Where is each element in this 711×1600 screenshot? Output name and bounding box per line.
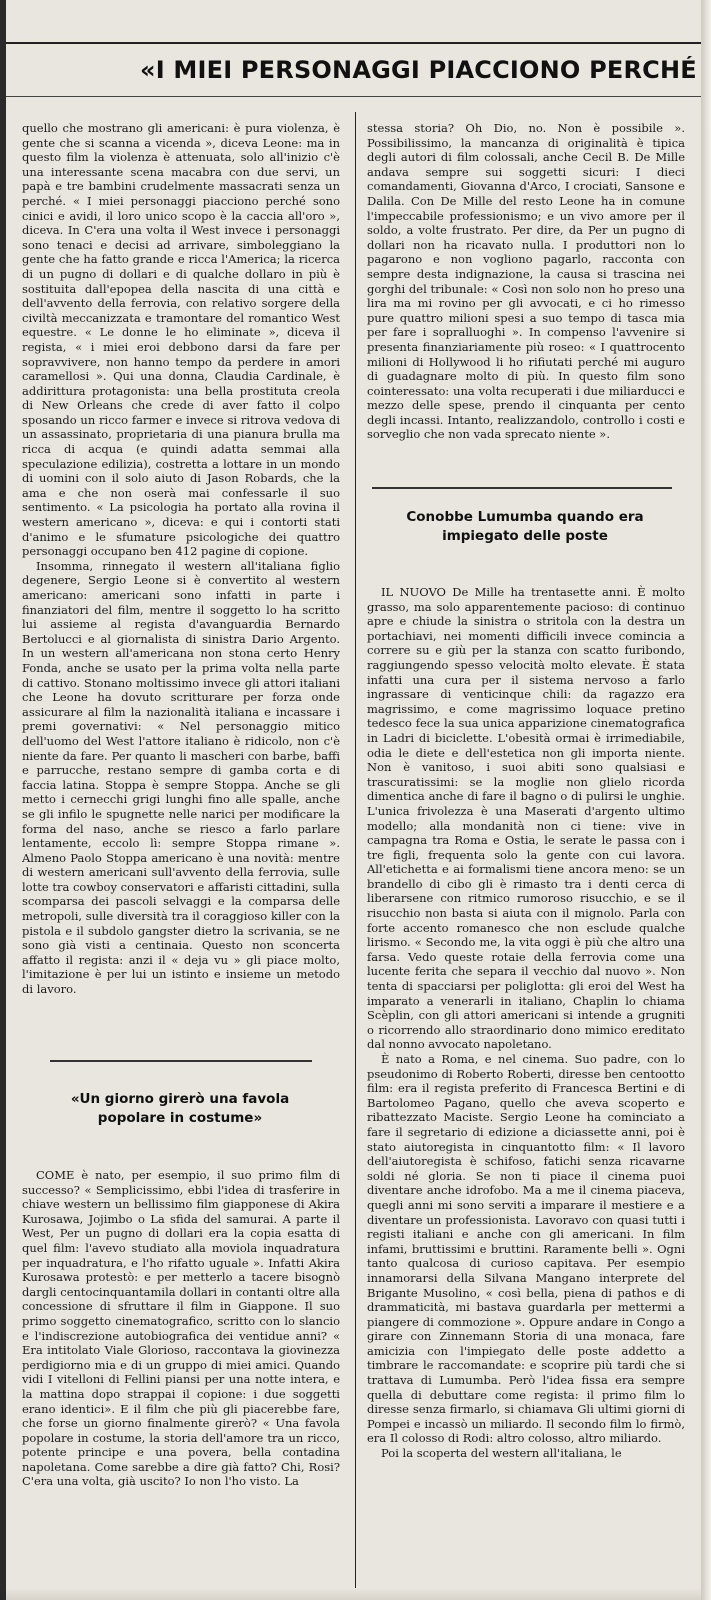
left-lower-paragraph: COME è nato, per esempio, il suo primo film di successo? « Semplicissimo, ebbi l'idea di trasferire in chiave western un bellissimo film giapponese di Akira Kurosawa, Jojimbo o La sfida del samurai. A parte il West, Per un pugno di dollari era la copia esatta di quel film: l'avevo studiato alla moviola inquadratura per inquadratura, e l'ho rifatto uguale ». Infatti Akira Kurosawa protestò: e per metterlo a tacere bisognò dargli centocinquantamila dollari in contanti oltre alla concessione di sfruttare il film in Giappone. Il suo primo soggetto cinematografico, scritto con lo slancio e l'indiscrezione autobiografica dei ventidue anni? « Era intitolato Viale Glorioso, raccontava la giovinezza perdigiorno mia e di un gruppo di miei amici. Quando vidi I vitelloni di Fellini piansi per una notte intera, e la mattina dopo strappai il copione: i due soggetti erano identici». E il film che più gli piacerebbe fare, che forse un giorno finalmente girerò? « Una favola popolare in costume, la storia dell'amore tra un ricco, potente principe e una povera, bella contadina napoletana. Come sarebbe a dire già fatto? Chi, Rosi? C'era una volta, già uscito? Io non l'ho visto. La (22, 1168, 340, 1489)
right-lower-paragraph-1: IL NUOVO De Mille ha trentasette anni. È molto grasso, ma solo apparentemente pacioso: di continuo apre e chiude la sinistra o stritola con la destra un portachiavi, nei momenti difficili invece comincia a correre su e giù per la stanza con scatto furibondo, raggiungendo spesso velocità molto elevate. È stata infatti una cura per il sistema nervoso a farlo ingrassare di venticinque chili: da ragazzo era magrissimo, e come magrissimo loquace pretino tedesco fece la sua unica apparizione cinematografica in Ladri di biciclette. L'obesità ormai è irrimediabile, odia le diete e dell'estetica non gli importa niente. Non è vanitoso, i suoi abiti sono qualsiasi e trascuratissimi: se la moglie non glielo ricorda dimentica anche di fare il bagno o di pulirsi le unghie. L'unica frivolezza è una Maserati d'argento ultimo modello; alla mondanità non ci tiene: vive in campagna tra Roma e Ostia, le serate le passa con i tre figli, frequenta solo la gente con cui lavora. All'etichetta e ai formalismi tiene ancora meno: se un brandello di cibo gli è rimasto tra i denti cerca di liberarsene con ritmico rumoroso risucchio, e se il risucchio non basta si aiuta con il mignolo. Parla con forte accento romanesco che non esclude qualche lirismo. « Secondo me, la vita oggi è più che altro una farsa. Vedo queste rotaie della ferrovia come una lucente ferita che separa il vecchio dal nuovo ». Non tenta di spacciarsi per poliglotta: gli eroi del West ha imparato a venerarli in italiano, Chaplin lo chiama Scèplin, con gli attori americani si intende a grugniti o ricorrendo allo straordinario dono mimico ereditato dal nonno avvocato napoletano. (367, 585, 685, 1052)
subhead-favola: «Un giorno girerò una favola popolare in costume» (70, 1091, 290, 1126)
scan-bottom-edge (6, 1588, 701, 1600)
right-separator (372, 487, 672, 489)
right-lower-paragraph-2: È nato a Roma, e nel cinema. Suo padre, con lo pseudonimo di Roberto Roberti, diresse ben centootto film: era il regista preferito di Francesca Bertini e di Bartolomeo Pagano, quello che aveva scoperto e ribattezzato Maciste. Sergio Leone ha cominciato a fare il segretario di edizione a diciassette anni, poi è stato aiutoregista in cinquantotto film: « Il lavoro dell'aiutoregista è schifoso, fatichi senza ricavarne soldi né gloria. Se non ti piace il cinema puoi diventare anche idrofobo. Ma a me il cinema piaceva, quegli anni mi sono serviti a imparare il mestiere e a diventare un professionista. Lavoravo con quasi tutti i registi italiani e anche con gli americani. In film infami, bruttissimi e bruttini. Raramente belli ». Ogni tanto qualcosa di curioso capitava. Per esempio innamorarsi della Silvana Mangano interprete del Brigante Musolino, « così bella, piena di pathos e di drammaticità, mi bastava guardarla per mettermi a piangere di commozione ». Oppure andare in Congo a girare con Zinnemann Storia di una monaca, fare amicizia con l'impiegato delle poste addetto a timbrare le raccomandate: e scoprire più tardi che si trattava di Lumumba. Però l'idea fissa era sempre quella di debuttare come regista: il primo film lo diresse senza firmarlo, si chiamava Gli ultimi giorni di Pompei e incassò un miliardo. Il secondo film lo firmò, era Il colosso di Rodi: altro colosso, altro miliardo. (367, 1052, 685, 1446)
headline-rule (6, 96, 701, 97)
column-divider (355, 112, 356, 1592)
left-column-article (22, 121, 340, 1048)
right-column-upper (367, 121, 685, 466)
scan-right-edge (701, 0, 711, 1600)
page-headline: «I MIEI PERSONAGGI PIACCIONO PERCHÉ (140, 56, 697, 84)
left-paragraph-1: quello che mostrano gli americani: è pura violenza, è gente che si scanna a vicenda », diceva Leone: ma in questo film la violenza è attenuata, solo all'inizio c'è una interessante scena macabra con due servi, un papà e tre bambini crudelmente massacrati senza un perché. « I miei personaggi piacciono perché sono cinici e avidi, il loro unico scopo è la caccia all'oro », diceva. In C'era una volta il West invece i personaggi sono tenaci e decisi ad arrivare, simboleggiano la gente che ha fatto grande e ricca l'America; la ricerca di un pugno di dollari e di qualche dollaro in più è sostituita dall'epopea della nascita di una città e dell'avvento della ferrovia, con relativo sorgere della civiltà meccanizzata e tramontare del romantico West equestre. « Le donne le ho eliminate », diceva il regista, « i miei eroi debbono darsi da fare per sopravvivere, non hanno tempo da perdere in amori caramellosi ». Qui una donna, Claudia Cardinale, è addirittura protagonista: una bella prostituta creola di New Orleans che crede di aver fatto il colpo sposando un ricco farmer e invece si ritrova vedova di un assassinato, proprietaria di una pianura brulla ma ricca di acqua (e quindi adatta semmai alla speculazione edilizia), costretta a lottare in un mondo di uomini con il solo aiuto di Jason Robards, che la ama e che non oserà mai confessarle il suo sentimento. « La psicologia ha portato alla rovina il western americano », diceva: e qui i contorti stati d'animo e le sfumature psicologiche dei quattro personaggi occupano ben 412 pagine di copione. (22, 121, 340, 559)
right-lower-paragraph-3: Poi la scoperta del western all'italiana, le (381, 1446, 622, 1461)
left-column-lower (22, 1168, 340, 1588)
scan-left-edge (0, 0, 6, 1600)
right-column-lower (367, 585, 685, 1590)
left-paragraph-2: Insomma, rinnegato il western all'italiana figlio degenere, Sergio Leone si è convertito al western americano: americani sono infatti in parte i finanziatori del film, mentre il soggetto lo ha scritto lui assieme al regista d'avanguardia Bernardo Bertolucci e al giornalista di sinistra Dario Argento. In un western all'americana non stona certo Henry Fonda, anche se usato per la prima volta nella parte di cattivo. Stonano moltissimo invece gli attori italiani che Leone ha dovuto scritturare per forza onde assicurare al film la nazionalità italiana e incassare i premi governativi: « Nel personaggio mitico dell'uomo del West l'attore italiano è ridicolo, non c'è niente da fare. Per quanto li mascheri con barbe, baffi e parrucche, restano sempre di gamba corta e di faccia latina. Stoppa è sempre Stoppa. Anche se gli metto i cernecchi grigi lunghi fino alle spalle, anche se gli infilo le spugnette nelle narici per modificare la forma del naso, anche se riesco a farlo parlare lentamente, eccolo lì: sempre Stoppa rimane ». Almeno Paolo Stoppa americano è una novità: mentre di western americani sull'avvento della ferrovia, sulle lotte tra cowboy conservatori e affaristi cittadini, sulla scomparsa dei pascoli selvaggi e la comparsa delle metropoli, sulle diversità tra il coraggioso killer con la pistola e il subdolo gangster dietro la scrivania, se ne sono già visti a centinaia. Questo non sconcerta affatto il regista: anzi il « deja vu » gli piace molto, l'imitazione è per lui un istinto e insieme un metodo di lavoro. (22, 558, 340, 997)
left-separator (50, 1060, 312, 1062)
subhead-lumumba: Conobbe Lumumba quando era impiegato delle poste (406, 509, 644, 544)
top-rule (6, 42, 701, 44)
right-paragraph-1: stessa storia? Oh Dio, no. Non è possibile ». Possibilissimo, la mancanza di originalità è tipica degli autori di film colossali, anche Cecil B. De Mille andava sempre sui soggetti sicuri: I dieci comandamenti, Giovanna d'Arco, I crociati, Sansone e Dalila. Con De Mille del resto Leone ha in comune l'impeccabile professionismo; e un vivo amore per il soldo, a volte frustrato. Per dire, da Per un pugno di dollari non ha ricavato nulla. I produttori non lo pagarono e non vogliono pagarlo, racconta con sempre desta indignazione, la causa si trascina nei gorghi del tribunale: « Così non solo non ho preso una lira ma mi rovino per gli avvocati, e ci ho rimesso pure quattro milioni spesi a suo tempo di tasca mia per fare i sopralluoghi ». In compenso l'avvenire si presenta finanziariamente più roseo: « I quattrocento milioni di Hollywood li ho rifiutati perché mi auguro di guadagnare molto di più. In questo film sono cointeressato: una volta recuperati i due miliarducci e mezzo delle spese, prendo il cinquanta per cento degli incassi. Intanto, realizzandolo, controllo i costi e sorveglio che non vada sprecato niente ». (367, 121, 685, 442)
